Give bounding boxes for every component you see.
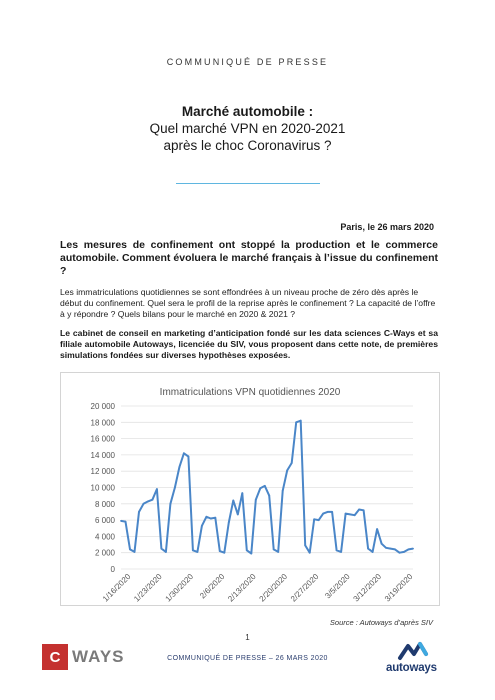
data-point [268, 495, 270, 497]
y-tick-label: 8 000 [94, 499, 115, 509]
data-point [192, 549, 194, 551]
document-header: COMMUNIQUÉ DE PRESSE [166, 57, 329, 67]
data-point [286, 470, 288, 472]
data-point [143, 503, 145, 505]
y-tick-label: 2 000 [94, 548, 115, 558]
data-point [354, 514, 356, 516]
data-point [219, 550, 221, 552]
data-point [340, 551, 342, 553]
chart-gridlines [121, 406, 413, 569]
cways-logo-mark: C [42, 644, 68, 670]
data-point [174, 487, 176, 489]
press-release-title [0, 103, 495, 154]
data-point [183, 452, 185, 454]
data-point [120, 520, 122, 522]
data-point [188, 456, 190, 458]
y-tick-label: 10 000 [90, 483, 115, 493]
data-point [232, 500, 234, 502]
data-point [408, 549, 410, 551]
data-point [206, 516, 208, 518]
y-tick-label: 4 000 [94, 532, 115, 542]
title-divider [176, 183, 320, 184]
data-point [264, 485, 266, 487]
data-point [336, 549, 338, 551]
x-tick-label: 1/30/2020 [163, 572, 196, 604]
data-point [214, 517, 216, 519]
data-point [313, 518, 315, 520]
data-point [125, 521, 127, 523]
x-axis-ticks [101, 572, 415, 604]
page-number: 1 [245, 633, 250, 642]
data-point [179, 466, 181, 468]
title-line-3: après le choc Coronavirus ? [163, 138, 332, 153]
data-point [412, 548, 414, 550]
x-tick-label: 3/5/2020 [323, 572, 352, 601]
x-tick-label: 2/20/2020 [257, 572, 290, 604]
y-tick-label: 14 000 [90, 450, 115, 460]
y-tick-label: 12 000 [90, 467, 115, 477]
data-point [241, 492, 243, 494]
data-point [161, 548, 163, 550]
x-tick-label: 2/13/2020 [226, 572, 258, 604]
data-point [322, 513, 324, 515]
data-point [282, 490, 284, 492]
data-point [385, 547, 387, 549]
title-line-2: Quel marché VPN en 2020-2021 [149, 121, 346, 136]
data-point [363, 509, 365, 511]
x-tick-label: 3/12/2020 [351, 572, 384, 604]
cways-logo-word: WAYS [72, 647, 125, 666]
data-point [259, 487, 261, 489]
data-point [129, 549, 131, 551]
x-tick-label: 1/16/2020 [100, 572, 133, 604]
autoways-logo [386, 640, 448, 674]
body-paragraph-1: Les immatriculations quotidiennes se sont effondrées à un niveau proche de zéro dès après le début du confinement. Quel sera le profil de la reprise après le confinement ? La capacité de l’offre à y répondre ? Quels bilans pour le marché en 2020 & 2021 ? [60, 287, 436, 319]
data-point [399, 552, 401, 554]
data-point [147, 501, 149, 503]
data-point [237, 514, 239, 516]
data-point [345, 513, 347, 515]
data-point [304, 545, 306, 547]
data-point [156, 488, 158, 490]
chart-title: Immatriculations VPN quotidiennes 2020 [159, 387, 341, 398]
data-point [376, 528, 378, 530]
data-point [277, 551, 279, 553]
title-line-1: Marché automobile : [181, 104, 314, 119]
data-point [273, 549, 275, 551]
x-tick-label: 2/6/2020 [198, 572, 227, 601]
x-tick-label: 1/23/2020 [132, 572, 164, 604]
data-point [295, 421, 297, 423]
y-tick-label: 0 [110, 565, 115, 574]
autoways-wave-icon [386, 640, 448, 662]
data-point [138, 511, 140, 513]
y-tick-label: 18 000 [90, 418, 115, 428]
data-point [327, 511, 329, 513]
data-point [255, 499, 257, 501]
data-point [210, 518, 212, 520]
data-point [165, 551, 167, 553]
data-point [381, 543, 383, 545]
data-point [367, 548, 369, 550]
data-point [197, 551, 199, 553]
data-point [170, 503, 172, 505]
body-paragraph-2: Le cabinet de conseil en marketing d’anticipation fondé sur les data sciences C-Ways et sa filiale automobile Autoways, licenciée du SIV, vous proposent dans cette note, de premières simulations fondées sur diverses hypothèses exposées. [60, 328, 438, 360]
data-point [223, 552, 225, 554]
data-point [300, 420, 302, 422]
lead-paragraph: Les mesures de confinement ont stoppé la production et le commerce automobile. Comment évoluera le marché français à l’issue du confinement ? [60, 239, 438, 277]
data-point [318, 519, 320, 521]
y-axis-ticks [91, 402, 116, 574]
data-point [134, 551, 136, 553]
chart-canvas [61, 373, 439, 605]
data-point [152, 499, 154, 501]
autoways-logo-word: autoways [386, 662, 437, 674]
registrations-chart [60, 372, 440, 606]
data-point [228, 522, 230, 524]
chart-source: Source : Autoways d’après SIV [329, 618, 433, 627]
data-point [291, 462, 293, 464]
data-point [246, 549, 248, 551]
data-point [358, 509, 360, 511]
data-point [331, 511, 333, 513]
data-point [201, 525, 203, 527]
x-tick-label: 3/19/2020 [382, 572, 415, 604]
data-point [403, 551, 405, 553]
footer-text: COMMUNIQUÉ DE PRESSE – 26 MARS 2020 [167, 655, 328, 662]
date-line: Paris, le 26 mars 2020 [340, 222, 434, 232]
data-point [349, 514, 351, 516]
y-tick-label: 16 000 [90, 434, 115, 444]
y-tick-label: 20 000 [90, 402, 115, 411]
data-point [372, 551, 374, 553]
data-point [250, 553, 252, 555]
data-point [390, 548, 392, 550]
x-tick-label: 2/27/2020 [288, 572, 321, 604]
data-point [394, 549, 396, 551]
y-tick-label: 6 000 [94, 516, 115, 526]
data-point [309, 552, 311, 554]
